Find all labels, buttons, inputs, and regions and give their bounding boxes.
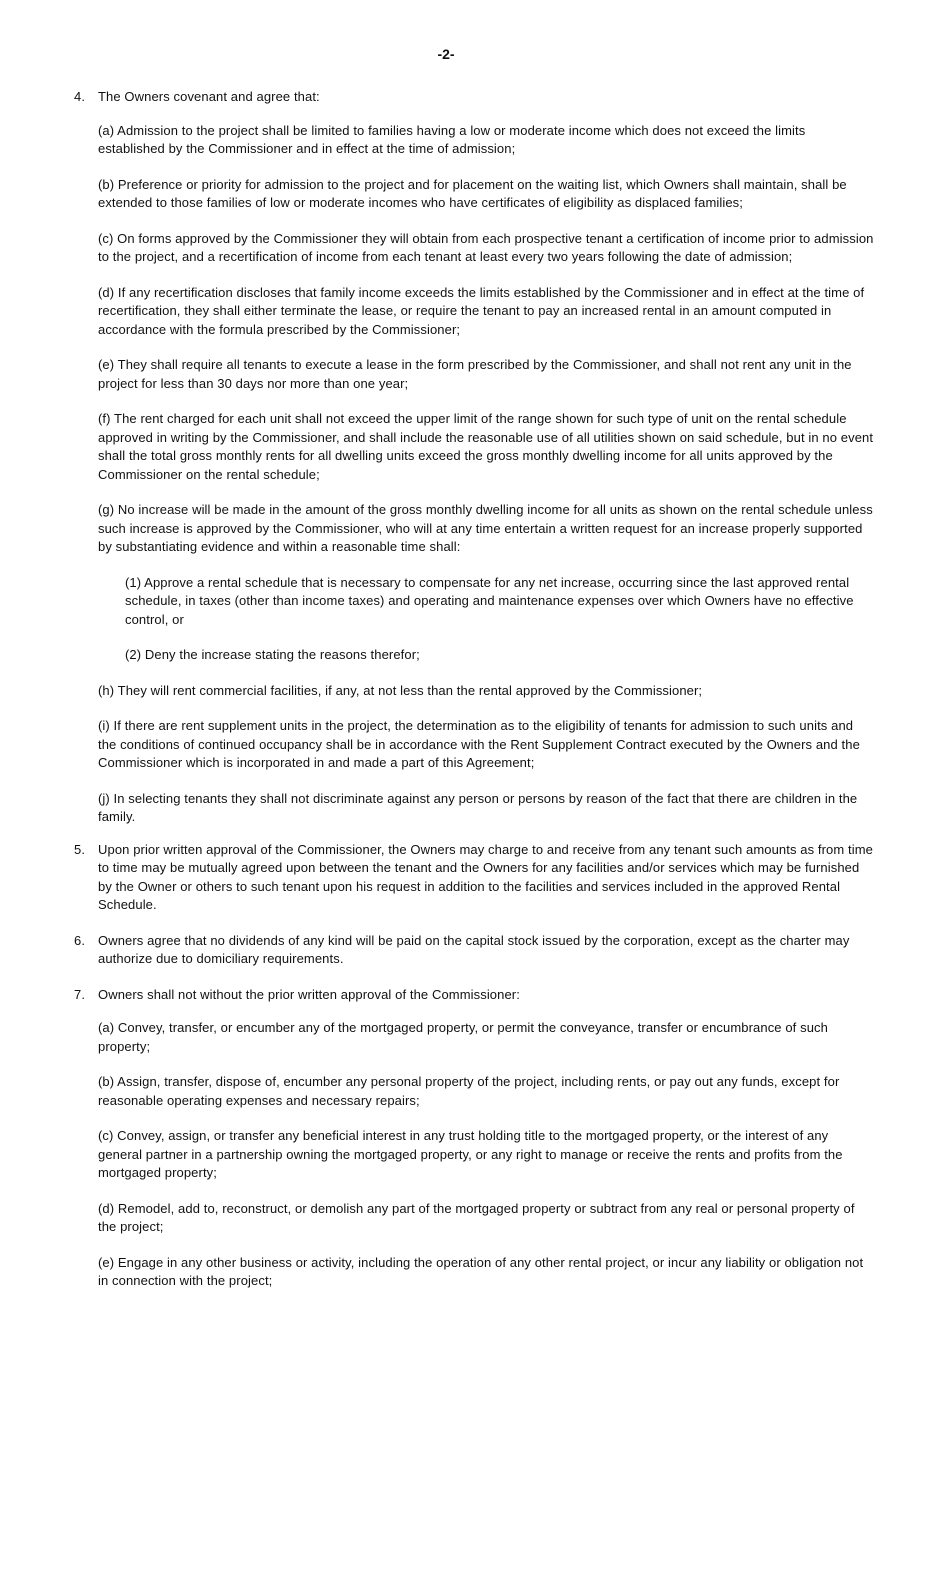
clause-7 <box>74 986 874 1291</box>
clause-number: 5. <box>74 841 86 857</box>
subclause-4g-1: (1) Approve a rental schedule that is necessary to compensate for any net increase, occurring since the last approved rental schedule, in taxes (other than income taxes) and operating and maintenance expenses over which Owners have no effective control, or <box>125 574 854 627</box>
clause-intro: Owners shall not without the prior written approval of the Commissioner: <box>98 986 520 1002</box>
subclause-4g-2: (2) Deny the increase stating the reasons therefor; <box>125 647 420 662</box>
clause-text: Upon prior written approval of the Commissioner, the Owners may charge to and receive from any tenant such amounts as from time to time may be mutually agreed upon between the tenant and the Owners for any facilities and/or services which may be furnished by the Owner or others to such tenant upon his request in addition to the facilities and services included in the approved Rental Schedule. <box>98 841 873 912</box>
subclause-4a: (a) Admission to the project shall be limited to families having a low or moderate income which does not exceed the limits established by the Commissioner and in effect at the time of admission; <box>98 122 806 156</box>
clause-number: 7. <box>74 986 86 1002</box>
clause-number: 4. <box>74 89 86 104</box>
subclause-4b: (b) Preference or priority for admission to the project and for placement on the waiting list, which Owners shall maintain, shall be extended to those families of low or moderate incomes who have certificates of eligibility as displaced families; <box>98 176 847 210</box>
clause-6 <box>74 932 874 969</box>
subclause-4f: (f) The rent charged for each unit shall not exceed the upper limit of the range shown for such type of unit on the rental schedule approved in writing by the Commissioner, and shall include the reasonable use of all utilities shown on said schedule, but in no event shall the total gross monthly rents for all dwelling units exceed the gross monthly dwelling income for all units approved by the Commissioner on the rental schedule; <box>98 411 874 482</box>
clause-text: Owners agree that no dividends of any kind will be paid on the capital stock issued by the corporation, except as the charter may authorize due to domiciliary requirements. <box>98 932 850 966</box>
subclause-7d: (d) Remodel, add to, reconstruct, or demolish any part of the mortgaged property or subtract from any real or personal property of the project; <box>98 1200 855 1234</box>
clause-number: 6. <box>74 932 86 948</box>
subclause-7a: (a) Convey, transfer, or encumber any of the mortgaged property, or permit the conveyance, transfer or encumbrance of such property; <box>98 1020 828 1054</box>
subclause-4d: (d) If any recertification discloses that family income exceeds the limits established by the Commissioner and in effect at the time of recertification, they shall either terminate the lease, or require the tenant to pay an increased rental in an amount computed in accordance with the formula prescribed by the Commissioner; <box>98 284 865 337</box>
clause-4 <box>74 88 874 827</box>
subclause-4e: (e) They shall require all tenants to execute a lease in the form prescribed by the Commissioner, and shall not rent any unit in the project for less than 30 days nor more than one year; <box>98 357 852 391</box>
subclause-4g: (g) No increase will be made in the amount of the gross monthly dwelling income for all units as shown on the rental schedule unless such increase is approved by the Commissioner, who will at any time entertain a written request for an increase properly supported by substantiating evidence and within a reasonable time shall: <box>98 502 873 554</box>
subclause-4c: (c) On forms approved by the Commissioner they will obtain from each prospective tenant a certification of income prior to admission to the project, and a recertification of income from each tenant at least every two years following the date of admission; <box>98 230 874 264</box>
subclause-7c: (c) Convey, assign, or transfer any beneficial interest in any trust holding title to the mortgaged property, or the interest of any general partner in a partnership owning the mortgaged property, or any right to manage or receive the rents and profits from the mortgaged property; <box>98 1128 843 1180</box>
subclause-4j: (j) In selecting tenants they shall not discriminate against any person or persons by reason of the fact that there are children in the family. <box>98 790 858 824</box>
subclause-7b: (b) Assign, transfer, dispose of, encumber any personal property of the project, including rents, or pay out any funds, except for reasonable operating expenses and necessary repairs; <box>98 1074 840 1108</box>
subclause-4h: (h) They will rent commercial facilities, if any, at not less than the rental approved by the Commissioner; <box>98 682 703 698</box>
subclause-7e: (e) Engage in any other business or activity, including the operation of any other rental project, or incur any liability or obligation not in connection with the project; <box>98 1254 864 1288</box>
subclause-4i: (i) If there are rent supplement units in the project, the determination as to the eligibility of tenants for admission to such units and the conditions of continued occupancy shall be in accordance with the Rent Supplement Contract executed by the Owners and the Commissioner which is incorporated in and made a part of this Agreement; <box>98 718 860 770</box>
clause-intro: The Owners covenant and agree that: <box>98 89 320 104</box>
clause-5 <box>74 841 874 915</box>
document-body <box>74 88 874 1308</box>
page-number: -2- <box>437 46 455 62</box>
